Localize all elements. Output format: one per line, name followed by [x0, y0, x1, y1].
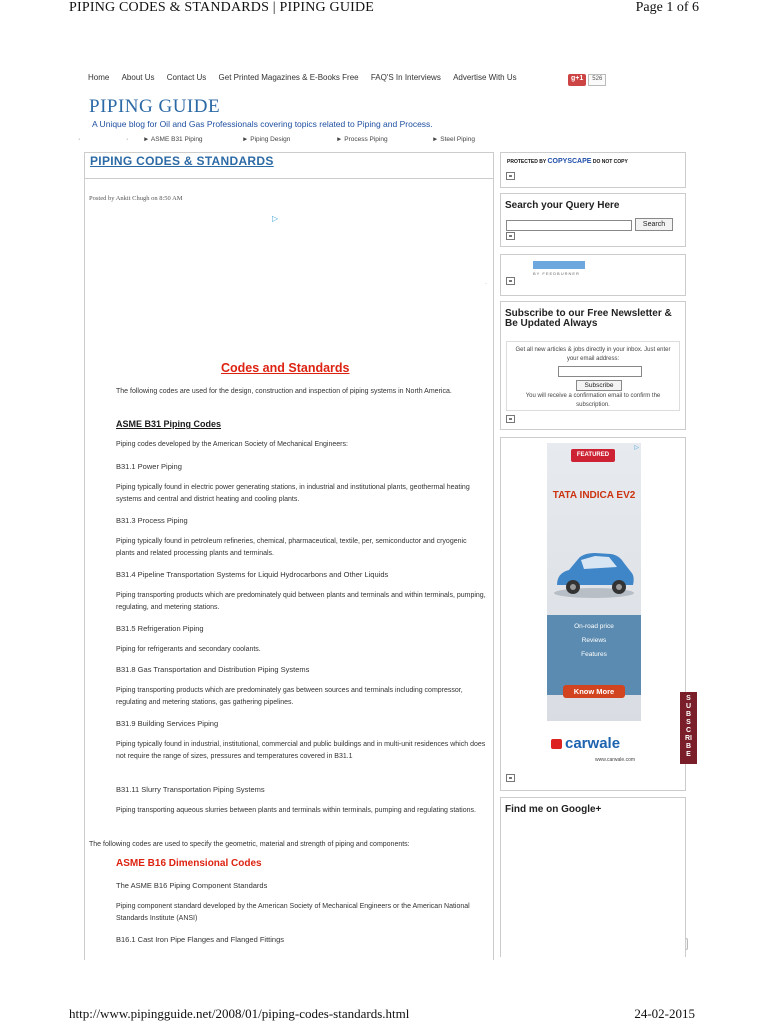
code-description: Piping for refrigerants and secondary coolants. [116, 646, 261, 653]
google-plus-box [500, 797, 686, 957]
carwale-brand: carwale [565, 735, 621, 752]
edit-icon[interactable] [506, 774, 515, 782]
code-name: B31.4 Pipeline Transportation Systems for Liquid Hydrocarbons and Other Liquids [116, 570, 389, 579]
print-footer [0, 1006, 768, 1024]
bullet-icon: · [126, 136, 129, 143]
page-number: Page 1 of 6 [635, 0, 699, 15]
code-description: Piping typically found in industrial, institutional, commercial and public buildings and in multi-unit residences which does not require the range of sizes, pressures and temperatures covered in B31.1 [116, 741, 486, 760]
ad-widget [500, 437, 686, 791]
carwale-ad[interactable] [547, 443, 641, 770]
feed-count-bar [533, 261, 585, 269]
code-description: Piping transporting aqueous slurries between plants and terminals within terminals, pumping and regulating stations. [116, 807, 476, 814]
code-name: B31.8 Gas Transportation and Distribution Piping Systems [116, 665, 310, 674]
post-title: PIPING CODES & STANDARDS [90, 154, 274, 168]
print-title: PIPING CODES & STANDARDS | PIPING GUIDE [69, 0, 375, 15]
divider [85, 178, 493, 179]
section-title: Codes and Standards [221, 361, 350, 375]
copyscape-widget [500, 152, 686, 188]
code-name: B31.11 Slurry Transportation Piping Systems [116, 785, 265, 794]
ad-options-panel [547, 615, 641, 695]
search-heading: Search your Query Here [505, 200, 620, 211]
search-widget [500, 193, 686, 247]
nav-advertise[interactable]: Advertise With Us [453, 73, 517, 82]
feedburner-label: BY FEEDBURNER [533, 271, 580, 276]
adchoices-icon[interactable]: ▷ [634, 445, 639, 451]
search-button[interactable]: Search [635, 218, 673, 231]
search-input[interactable] [506, 220, 632, 231]
carwale-logo [551, 735, 620, 752]
ad-link-features[interactable]: Features [581, 651, 607, 658]
nav-home[interactable]: Home [88, 73, 110, 82]
ad-brand-strip [547, 721, 641, 770]
feed-widget [500, 254, 686, 296]
edit-icon[interactable] [506, 415, 515, 423]
car-image [551, 541, 637, 603]
b16-subheading: The ASME B16 Piping Component Standards [116, 881, 268, 890]
b16-description: Piping component standard developed by the American Society of Mechanical Engineers or the American National Standards Institute (ANSI) [116, 903, 470, 922]
category-link-asme-b31[interactable]: ► ASME B31 Piping [143, 136, 203, 143]
nav-magazines[interactable]: Get Printed Magazines & E-Books Free [218, 73, 359, 82]
code-description: Piping typically found in petroleum refineries, chemical, pharmaceutical, textile, per, semiconductor and cryogenic plants and related processing plants and terminals. [116, 538, 467, 557]
newsletter-heading: Subscribe to our Free Newsletter & Be Updated Always [505, 308, 672, 329]
code-description: Piping transporting products which are predominately quid between plants and terminals and within terminals, pumping, regulating, and metering stations. [116, 592, 486, 611]
edit-icon[interactable] [506, 277, 515, 285]
print-header [0, 0, 768, 20]
newsletter-widget [500, 301, 686, 430]
subscribe-tab-label: SUBSCRIBE [685, 695, 692, 758]
site-tagline: A Unique blog for Oil and Gas Professionals covering topics related to Piping and Process. [92, 119, 433, 129]
site-title[interactable]: PIPING GUIDE [89, 96, 221, 117]
edit-icon[interactable] [506, 232, 515, 240]
code-description: Piping typically found in electric power generating stations, in industrial and institutional plants, geothermal heating systems and central and district heating and cooling plants. [116, 484, 470, 503]
carwale-logo-icon [551, 739, 562, 749]
intro-paragraph: The following codes are used for the design, construction and inspection of piping systems in North America. [116, 388, 452, 395]
b16-intro: The following codes are used to specify the geometric, material and strength of piping and components: [89, 841, 410, 848]
post-byline: Posted by Ankit Chugh on 8:50 AM [89, 195, 183, 202]
ad-banner [547, 443, 641, 721]
nav-faqs[interactable]: FAQ'S In Interviews [370, 73, 441, 82]
copyscape-logo: COPYSCAPE [547, 158, 592, 165]
page-url: http://www.pipingguide.net/2008/01/piping-codes-standards.html [69, 1006, 410, 1021]
featured-badge: FEATURED [571, 449, 615, 462]
copyscape-prefix: PROTECTED BY [507, 159, 547, 165]
subscribe-tab[interactable] [680, 692, 697, 764]
category-link-steel-piping[interactable]: ► Steel Piping [432, 136, 475, 143]
ad-link-reviews[interactable]: Reviews [581, 637, 607, 644]
ad-car-model: TATA INDICA EV2 [552, 490, 636, 501]
ad-url: www.carwale.com [595, 757, 636, 763]
google-plus-count: 526 [588, 74, 606, 86]
top-navigation [88, 73, 527, 87]
print-date: 24-02-2015 [634, 1006, 695, 1021]
code-name: B31.5 Refrigeration Piping [116, 624, 204, 633]
email-field[interactable] [558, 366, 642, 377]
newsletter-form [506, 341, 680, 411]
bullet-icon: · [78, 136, 81, 143]
copyscape-suffix: DO NOT COPY [592, 159, 628, 165]
feedburner-badge[interactable] [505, 261, 585, 278]
b31-heading: ASME B31 Piping Codes [116, 419, 222, 429]
code-name: B31.3 Process Piping [116, 516, 188, 525]
edit-icon[interactable] [506, 172, 515, 180]
category-link-piping-design[interactable]: ► Piping Design [242, 136, 291, 143]
subscribe-button[interactable]: Subscribe [576, 380, 622, 391]
b16-item: B16.1 Cast Iron Pipe Flanges and Flanged Fittings [116, 935, 285, 944]
code-description: Piping transporting products which are predominately gas between sources and terminals including compressor, regulating and metering stations, gas gathering pipelines. [116, 687, 463, 706]
code-name: B31.1 Power Piping [116, 462, 182, 471]
ad-link-price[interactable]: On-road price [574, 623, 614, 630]
code-name: B31.9 Building Services Piping [116, 719, 219, 728]
google-plus-button[interactable]: g+1 [568, 74, 586, 86]
b31-intro: Piping codes developed by the American Society of Mechanical Engineers: [116, 441, 348, 448]
adchoices-icon[interactable]: ▷ [272, 214, 279, 223]
copyscape-badge[interactable] [507, 158, 628, 165]
dot-marker: · [485, 281, 487, 287]
newsletter-instructions: Get all new articles & jobs directly in your inbox. Just enter your email address: [515, 347, 671, 362]
know-more-button[interactable]: Know More [563, 685, 625, 698]
google-plus-widget [568, 74, 606, 86]
b16-heading: ASME B16 Dimensional Codes [116, 858, 262, 869]
category-link-process-piping[interactable]: ► Process Piping [336, 136, 388, 143]
nav-about[interactable]: About Us [121, 73, 155, 82]
nav-contact[interactable]: Contact Us [166, 73, 207, 82]
newsletter-confirmation-note: You will receive a confirmation email to confirm the subscription. [525, 393, 661, 408]
google-plus-heading: Find me on Google+ [505, 804, 602, 815]
